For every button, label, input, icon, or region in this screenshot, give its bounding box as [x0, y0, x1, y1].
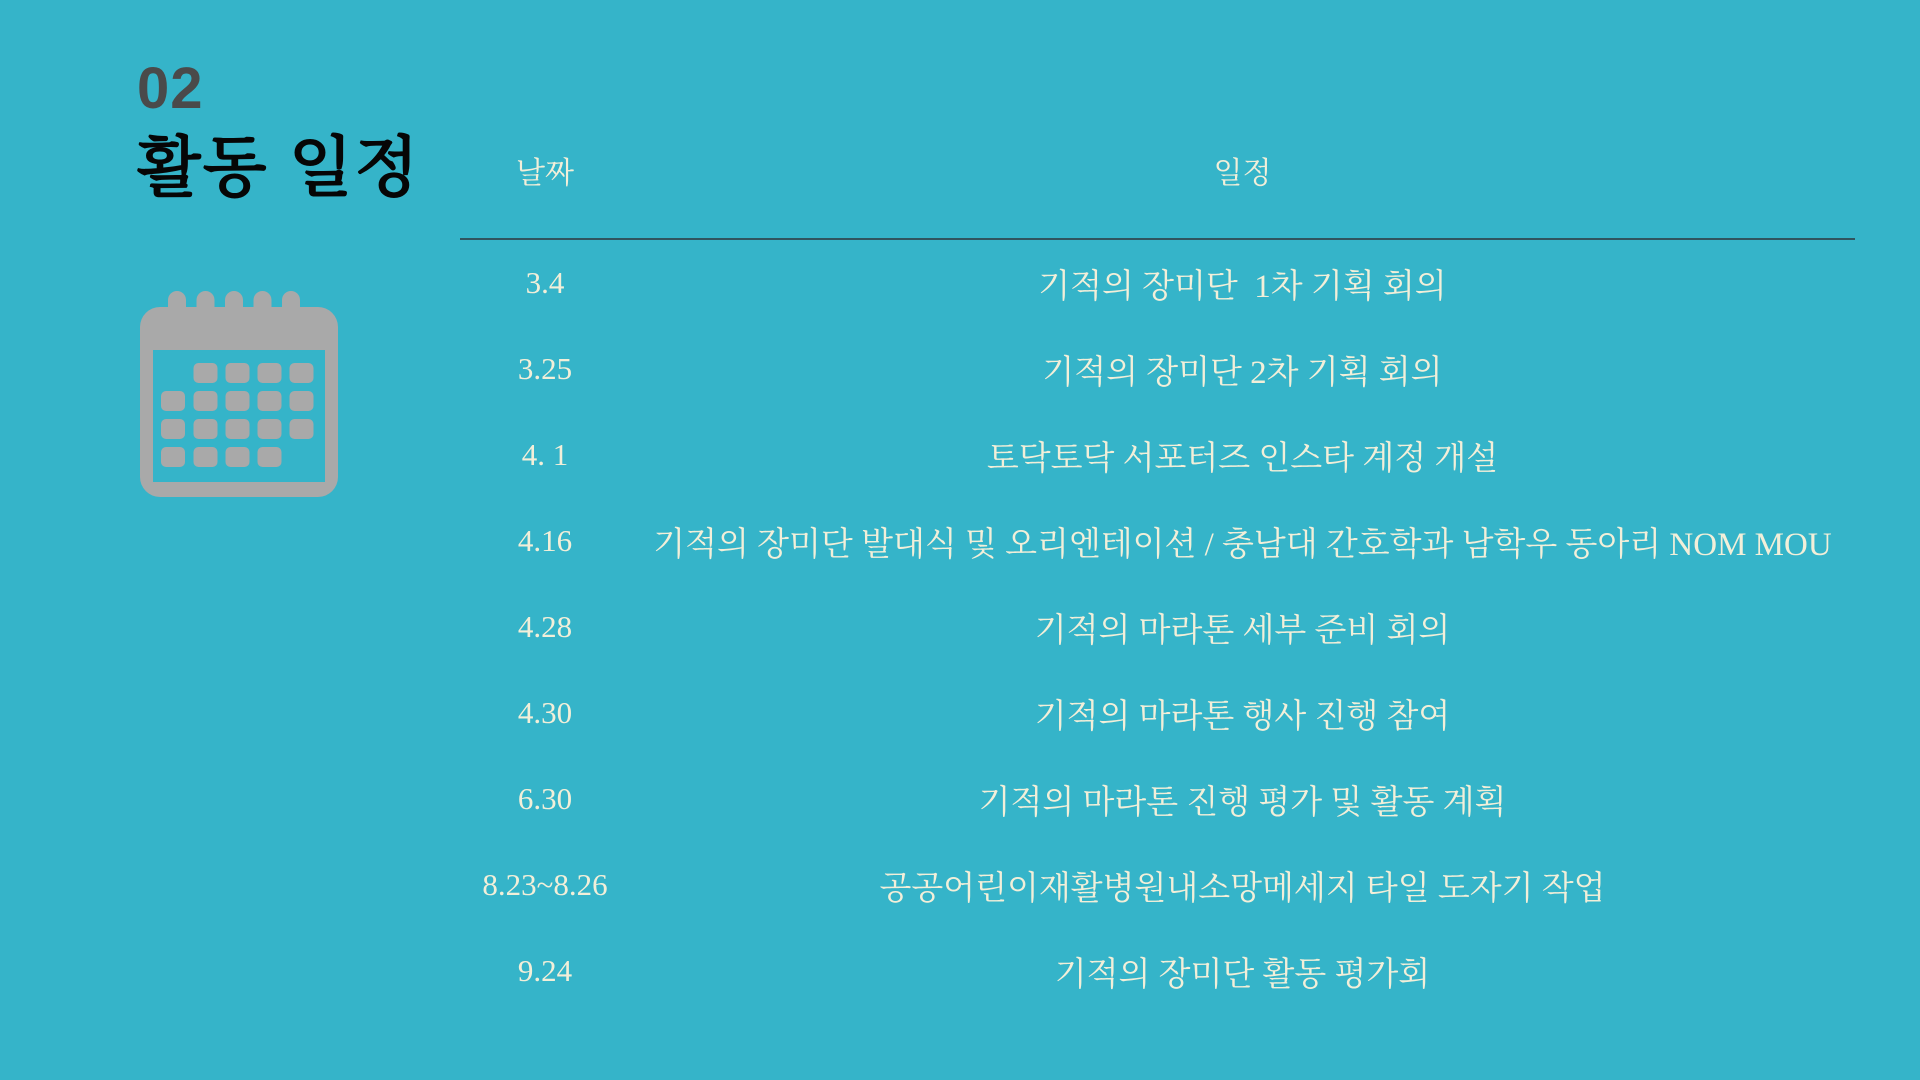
schedule-cell: 기적의 장미단 2차 기획 회의: [1042, 354, 1443, 391]
table-row: [460, 756, 1855, 842]
page-title: 활동 일정: [137, 130, 421, 204]
table-row: [460, 326, 1855, 412]
date-cell: 4. 1: [521, 437, 569, 472]
date-column-header: 날짜: [516, 157, 574, 190]
table-row: [460, 670, 1855, 756]
schedule-cell: 토닥토닥 서포터즈 인스타 계정 개설: [986, 440, 1499, 477]
date-cell: 6.30: [517, 781, 573, 816]
date-cell: 4.16: [517, 523, 573, 558]
schedule-table-body: [460, 240, 1855, 1014]
schedule-cell: 기적의 장미단 활동 평가회: [1054, 956, 1431, 993]
table-row: [460, 498, 1855, 584]
date-cell: 3.4: [525, 265, 565, 300]
table-row: [460, 240, 1855, 326]
schedule-table-header: [460, 128, 1855, 240]
schedule-cell: 공공어린이재활병원내소망메세지 타일 도자기 작업: [879, 870, 1606, 907]
schedule-table: [460, 128, 1855, 1014]
table-row: [460, 842, 1855, 928]
schedule-cell: 기적의 마라톤 행사 진행 참여: [1034, 698, 1451, 735]
date-cell: 4.30: [517, 695, 573, 730]
calendar-icon: [140, 291, 340, 497]
schedule-cell: 기적의 마라톤 진행 평가 및 활동 계획: [978, 784, 1507, 821]
schedule-cell: 기적의 마라톤 세부 준비 회의: [1034, 612, 1451, 649]
schedule-cell: 기적의 장미단 발대식 및 오리엔테이션 / 충남대 간호학과 남학우 동아리 NOM MOU: [653, 526, 1832, 563]
date-cell: 8.23~8.26: [482, 867, 608, 902]
section-number: 02: [137, 56, 204, 121]
date-cell: 3.25: [517, 351, 573, 386]
table-row: [460, 584, 1855, 670]
table-row: [460, 928, 1855, 1014]
table-row: [460, 412, 1855, 498]
date-cell: 4.28: [517, 609, 573, 644]
slide-intro: [137, 56, 421, 204]
schedule-column-header: 일정: [1213, 157, 1272, 190]
date-cell: 9.24: [517, 953, 573, 988]
schedule-cell: 기적의 장미단 1차 기획 회의: [1038, 268, 1447, 305]
